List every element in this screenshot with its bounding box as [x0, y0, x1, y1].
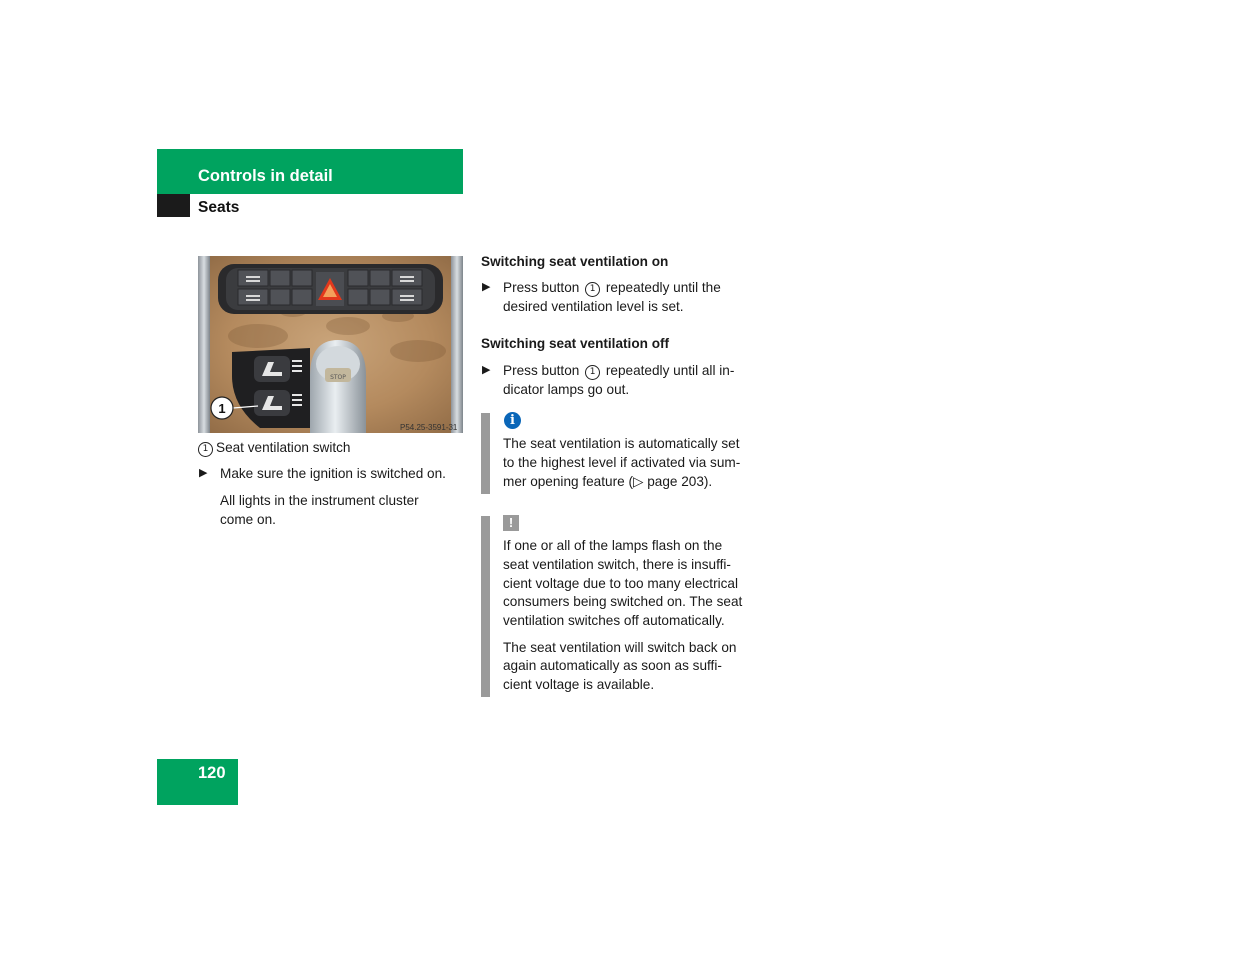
bullet-arrow-icon: ▶ [482, 281, 491, 293]
page-number: 120 [198, 764, 226, 782]
on-step-line-1: Press button 1 repeatedly until the [503, 280, 721, 295]
figure-caption: 1 Seat ventilation switch [198, 438, 351, 457]
warning-line-8: cient voltage is available. [503, 677, 655, 692]
exclamation-icon: ! [503, 515, 519, 531]
bullet-arrow-icon: ▶ [199, 467, 208, 479]
warning-line-5: ventilation switches off automatically. [503, 613, 725, 628]
result-line-1: All lights in the instrument cluster [220, 493, 419, 508]
section-title: Controls in detail [198, 167, 333, 185]
info-note-line-3: mer opening feature (▷ page 203). [503, 474, 713, 489]
warning-note-bar [481, 516, 490, 697]
off-step-line-1: Press button 1 repeatedly until all in- [503, 363, 735, 378]
warning-line-2: seat ventilation switch, there is insuffi- [503, 557, 731, 572]
button-number-1: 1 [585, 282, 600, 297]
warning-line-7: again automatically as soon as suffi- [503, 658, 722, 673]
photo-code: P54.25-3591-31 [400, 423, 458, 432]
result-line-2: come on. [220, 512, 276, 527]
stop-label: STOP [330, 374, 346, 381]
subsection-title: Seats [198, 199, 240, 216]
heading-ventilation-on: Switching seat ventilation on [481, 254, 669, 269]
info-note-line-2: to the highest level if activated via sum- [503, 455, 741, 470]
bullet-arrow-icon: ▶ [482, 364, 491, 376]
info-icon: i [504, 412, 521, 429]
instruction-ignition: Make sure the ignition is switched on. [220, 466, 446, 481]
heading-ventilation-off: Switching seat ventilation off [481, 336, 670, 351]
button-number-1: 1 [585, 365, 600, 380]
subsection-marker [157, 194, 190, 217]
seat-ventilation-photo [198, 256, 463, 433]
off-step-line-2: dicator lamps go out. [503, 382, 630, 397]
warning-line-3: cient voltage due to too many electrical [503, 576, 739, 591]
warning-line-4: consumers being switched on. The seat [503, 594, 743, 609]
callout-number-1: 1 [218, 401, 226, 416]
info-note-bar [481, 413, 490, 494]
warning-line-6: The seat ventilation will switch back on [503, 640, 737, 655]
caption-number: 1 [198, 442, 213, 457]
on-step-line-2: desired ventilation level is set. [503, 299, 684, 314]
info-note-line-1: The seat ventilation is automatically set [503, 436, 740, 451]
warning-line-1: If one or all of the lamps flash on the [503, 538, 723, 553]
